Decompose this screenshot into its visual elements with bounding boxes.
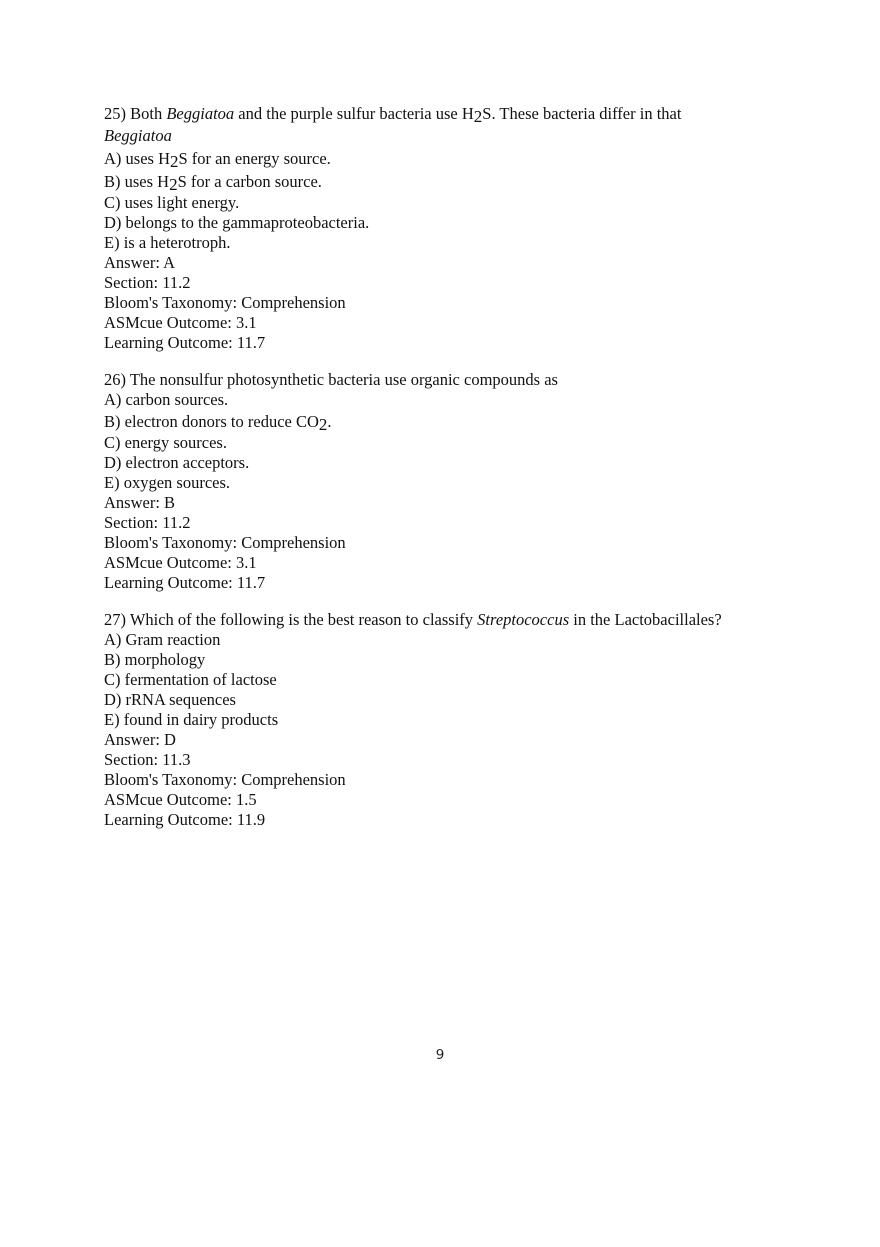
question-stem-continued xyxy=(104,125,804,147)
question-stem: 25) Both Beggiatoa and the purple sulfur bacteria use H2S. These bacteria differ in that xyxy=(104,104,682,126)
option-d: D) rRNA sequences xyxy=(104,690,236,709)
document-page xyxy=(104,103,804,847)
asmcue-outcome: ASMcue Outcome: 1.5 xyxy=(104,790,257,809)
option-b: B) electron donors to reduce CO2. xyxy=(104,412,332,434)
blooms-taxonomy: Bloom's Taxonomy: Comprehension xyxy=(104,770,346,789)
learning-outcome: Learning Outcome: 11.9 xyxy=(104,810,266,829)
option-c: C) energy sources. xyxy=(104,433,227,452)
answer: Answer: B xyxy=(104,493,176,512)
question-25 xyxy=(104,103,804,353)
organism-name: Beggiatoa xyxy=(104,126,172,145)
option-d: D) electron acceptors. xyxy=(104,453,250,472)
option-a: A) uses H2S for an energy source. xyxy=(104,149,331,171)
question-number: 25) xyxy=(104,104,126,123)
answer: Answer: D xyxy=(104,730,176,749)
option-e: E) is a heterotroph. xyxy=(104,233,231,252)
question-27 xyxy=(104,610,804,830)
option-b: B) morphology xyxy=(104,650,206,669)
question-stem: 27) Which of the following is the best reason to classify Streptococcus in the Lactobacillales? xyxy=(104,610,722,629)
option-e: E) found in dairy products xyxy=(104,710,279,729)
learning-outcome: Learning Outcome: 11.7 xyxy=(104,573,266,592)
page-number: 9 xyxy=(435,1047,445,1063)
learning-outcome: Learning Outcome: 11.7 xyxy=(104,333,266,352)
organism-name: Beggiatoa xyxy=(166,104,235,123)
option-a: A) Gram reaction xyxy=(104,630,221,649)
organism-name: Streptococcus xyxy=(477,610,570,629)
option-c: C) uses light energy. xyxy=(104,193,240,212)
section: Section: 11.2 xyxy=(104,273,191,292)
section: Section: 11.2 xyxy=(104,513,191,532)
option-e: E) oxygen sources. xyxy=(104,473,231,492)
answer: Answer: A xyxy=(104,253,176,272)
blooms-taxonomy: Bloom's Taxonomy: Comprehension xyxy=(104,293,346,312)
option-b: B) uses H2S for a carbon source. xyxy=(104,172,322,194)
question-26 xyxy=(104,370,804,593)
option-c: C) fermentation of lactose xyxy=(104,670,277,689)
option-a: A) carbon sources. xyxy=(104,390,229,409)
asmcue-outcome: ASMcue Outcome: 3.1 xyxy=(104,313,257,332)
section: Section: 11.3 xyxy=(104,750,191,769)
question-stem: 26) The nonsulfur photosynthetic bacteria use organic compounds as xyxy=(104,370,558,389)
option-d: D) belongs to the gammaproteobacteria. xyxy=(104,213,370,232)
asmcue-outcome: ASMcue Outcome: 3.1 xyxy=(104,553,257,572)
blooms-taxonomy: Bloom's Taxonomy: Comprehension xyxy=(104,533,346,552)
